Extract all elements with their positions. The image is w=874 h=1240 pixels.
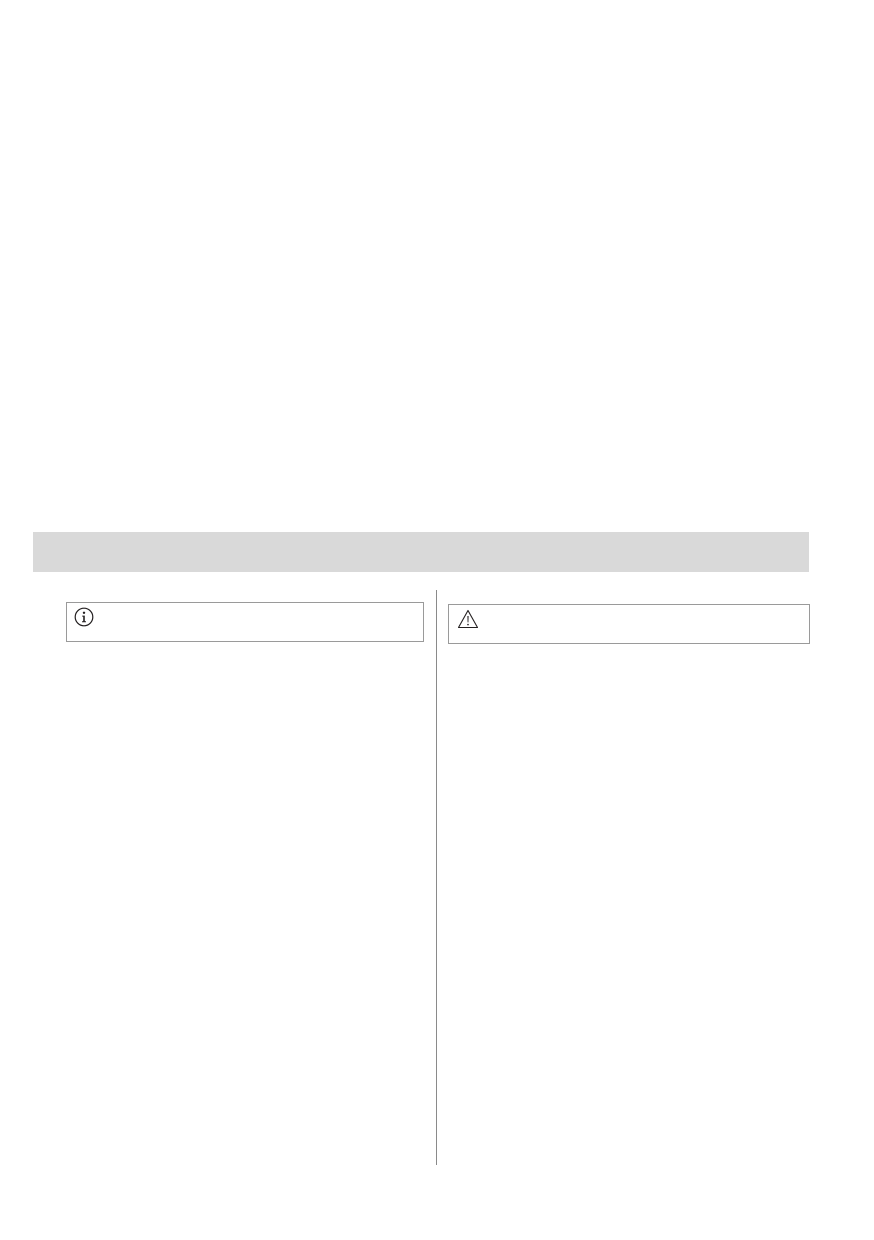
info-box [66, 602, 424, 642]
page-footer [66, 1193, 86, 1215]
right-column [448, 588, 814, 644]
left-column [66, 588, 428, 656]
warning-triangle-icon [457, 609, 479, 629]
section-header-bar [33, 532, 809, 572]
warning-box [448, 604, 810, 644]
warning-header [457, 609, 801, 629]
column-divider [436, 590, 437, 1165]
info-circle-icon [74, 607, 94, 627]
